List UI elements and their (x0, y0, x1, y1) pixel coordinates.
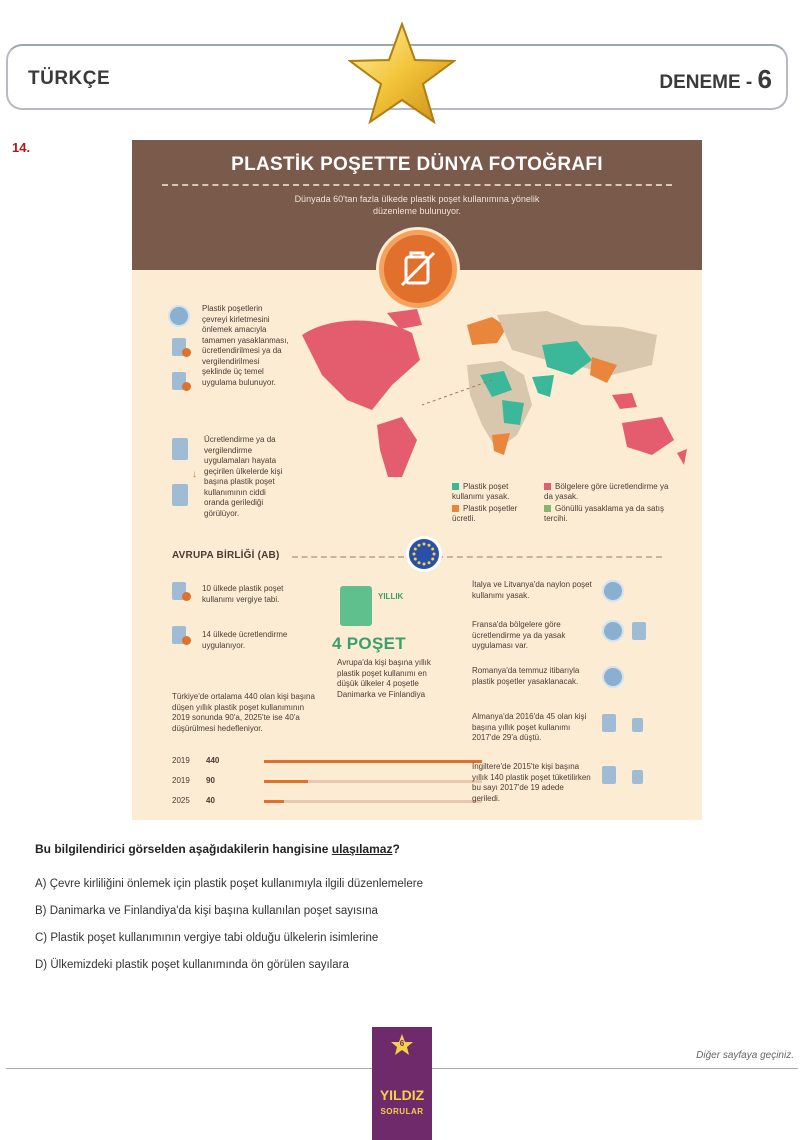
bag-icon (632, 622, 646, 640)
turkey-text: Türkiye'de ortalama 440 olan kişi başına düşen yıllık plastik poşet kullanımının 2019 sonunda 90'a, 2025'te ise 40'a düşürülmesi hedefleniyor. (172, 692, 315, 733)
bag-icon (632, 770, 643, 784)
bar-fill (264, 760, 482, 763)
legend-swatch (452, 505, 459, 512)
bar-fill (264, 780, 308, 783)
eu-stars-icon (409, 539, 439, 569)
bag-icon (172, 484, 188, 506)
bar-fill (264, 800, 284, 803)
legend-swatch (452, 483, 459, 490)
infographic-subtitle: Dünyada 60'tan fazla ülkede plastik poşet kullanımına yönelik düzenleme bulunuyor. (294, 194, 540, 216)
lowest-usage-text: Avrupa'da kişi başına yıllık plastik poşet kullanımı en düşük ülkeler 4 poşetle Danimarka ve Finlandiya (337, 658, 431, 699)
down-arrow-icon: ↓ (192, 469, 197, 480)
option-d[interactable]: D) Ülkemizdeki plastik poşet kullanımında ön görülen sayılara (35, 959, 349, 971)
eu-section-title: AVRUPA BİRLİĞİ (AB) (172, 550, 280, 561)
world-map (292, 305, 692, 480)
turkey-bar-row: 2019 440 (172, 756, 190, 765)
ban-icon (182, 636, 191, 645)
four-bags-label: 4 POŞET (332, 634, 406, 653)
germany-text: Almanya'da 2016'da 45 olan kişi başına yıllık poşet kullanımı 2017'de 29'a düştü. (472, 712, 587, 742)
yearly-label: YILLIK (378, 592, 404, 601)
italy-text: İtalya ve Litvanya'da naylon poşet kullanımı yasak. (472, 580, 592, 600)
pricing-text: Ücretlendirme ya da vergilendirme uygulamaları hayata geçirilen ülkelerde kişi başına plastik poşet kullanımının ciddi oranda gerilediği görülüyor. (204, 435, 283, 518)
logo-title: YILDIZ (379, 1087, 425, 1103)
eu-pricing-text: 14 ülkede ücretlendirme uygulanıyor. (202, 630, 288, 650)
plastic-bag-circle-icon (168, 305, 190, 327)
legend-swatch (544, 505, 551, 512)
no-bag-badge (379, 230, 457, 308)
ban-icon (182, 382, 191, 391)
legend-item: Bölgelere göre ücretlendirme ya da yasak. (544, 482, 669, 501)
exam-number: 6 (757, 64, 772, 94)
infographic-title: PLASTİK POŞETTE DÜNYA FOTOĞRAFI (231, 154, 603, 175)
infographic (132, 140, 702, 820)
exam-label-text: DENEME (659, 72, 741, 93)
no-plastic-bag-icon (398, 249, 438, 289)
logo-number: 6 (399, 1039, 405, 1048)
turkey-bar-row: 2025 40 (172, 796, 190, 805)
france-text: Fransa'da bölgelere göre ücretlendirme ya da yasak uygulaması var. (472, 620, 566, 650)
eu-tax-text: 10 ülkede plastik poşet kullanımı vergiye tabi. (202, 584, 284, 604)
bag-icon (632, 718, 643, 732)
star-icon (348, 22, 456, 126)
green-bag-icon (340, 586, 372, 626)
intro-text: Plastik poşetlerin çevreyi kirletmesini önlemek amacıyla tamamen yasaklanması, ücretlendirilmesi ya da vergilendirilmesi şeklinde üç temel uygulama bulunuyor. (202, 304, 289, 387)
england-text: İngiltere'de 2015'te kişi başına yıllık 140 plastik poşet tüketilirken bu sayı 2017'de 19 adede geriledi. (472, 762, 591, 803)
ban-icon (182, 348, 191, 357)
no-bag-circle-icon (602, 580, 624, 602)
option-a[interactable]: A) Çevre kirliliğini önlemek için plastik poşet kullanımıyla ilgili düzenlemelere (35, 878, 423, 890)
question-number: 14. (12, 140, 31, 155)
next-page-note: Diğer sayfaya geçiniz. (696, 1050, 794, 1061)
exam-label: DENEME - 6 (659, 64, 772, 94)
question-stem: Bu bilgilendirici görselden aşağıdakilerin hangisine ulaşılamaz? (35, 842, 400, 856)
subject-label: TÜRKÇE (28, 68, 111, 89)
eu-flag-icon (406, 536, 442, 572)
logo-subtitle: SORULAR (380, 1107, 424, 1116)
romania-text: Romanya'da temmuz itibarıyla plastik poşetler yasaklanacak. (472, 666, 580, 686)
legend-item: Plastik poşet kullanımı yasak. (452, 482, 510, 501)
turkey-bar-row: 2019 90 (172, 776, 190, 785)
legend-item: Gönüllü yasaklama ya da satış tercihi. (544, 504, 664, 523)
legend-swatch (544, 483, 551, 490)
publisher-logo (372, 1027, 432, 1140)
bag-icon (602, 714, 616, 732)
no-bag-circle-icon (602, 620, 624, 642)
bag-icon (602, 766, 616, 784)
bag-icon (172, 438, 188, 460)
calendar-icon (602, 666, 624, 688)
option-c[interactable]: C) Plastik poşet kullanımının vergiye tabi olduğu ülkelerin isimlerine (35, 932, 379, 944)
ban-icon (182, 592, 191, 601)
legend-item: Plastik poşetler ücretli. (452, 504, 518, 523)
option-b[interactable]: B) Danimarka ve Finlandiya'da kişi başına kullanılan poşet sayısına (35, 905, 378, 917)
